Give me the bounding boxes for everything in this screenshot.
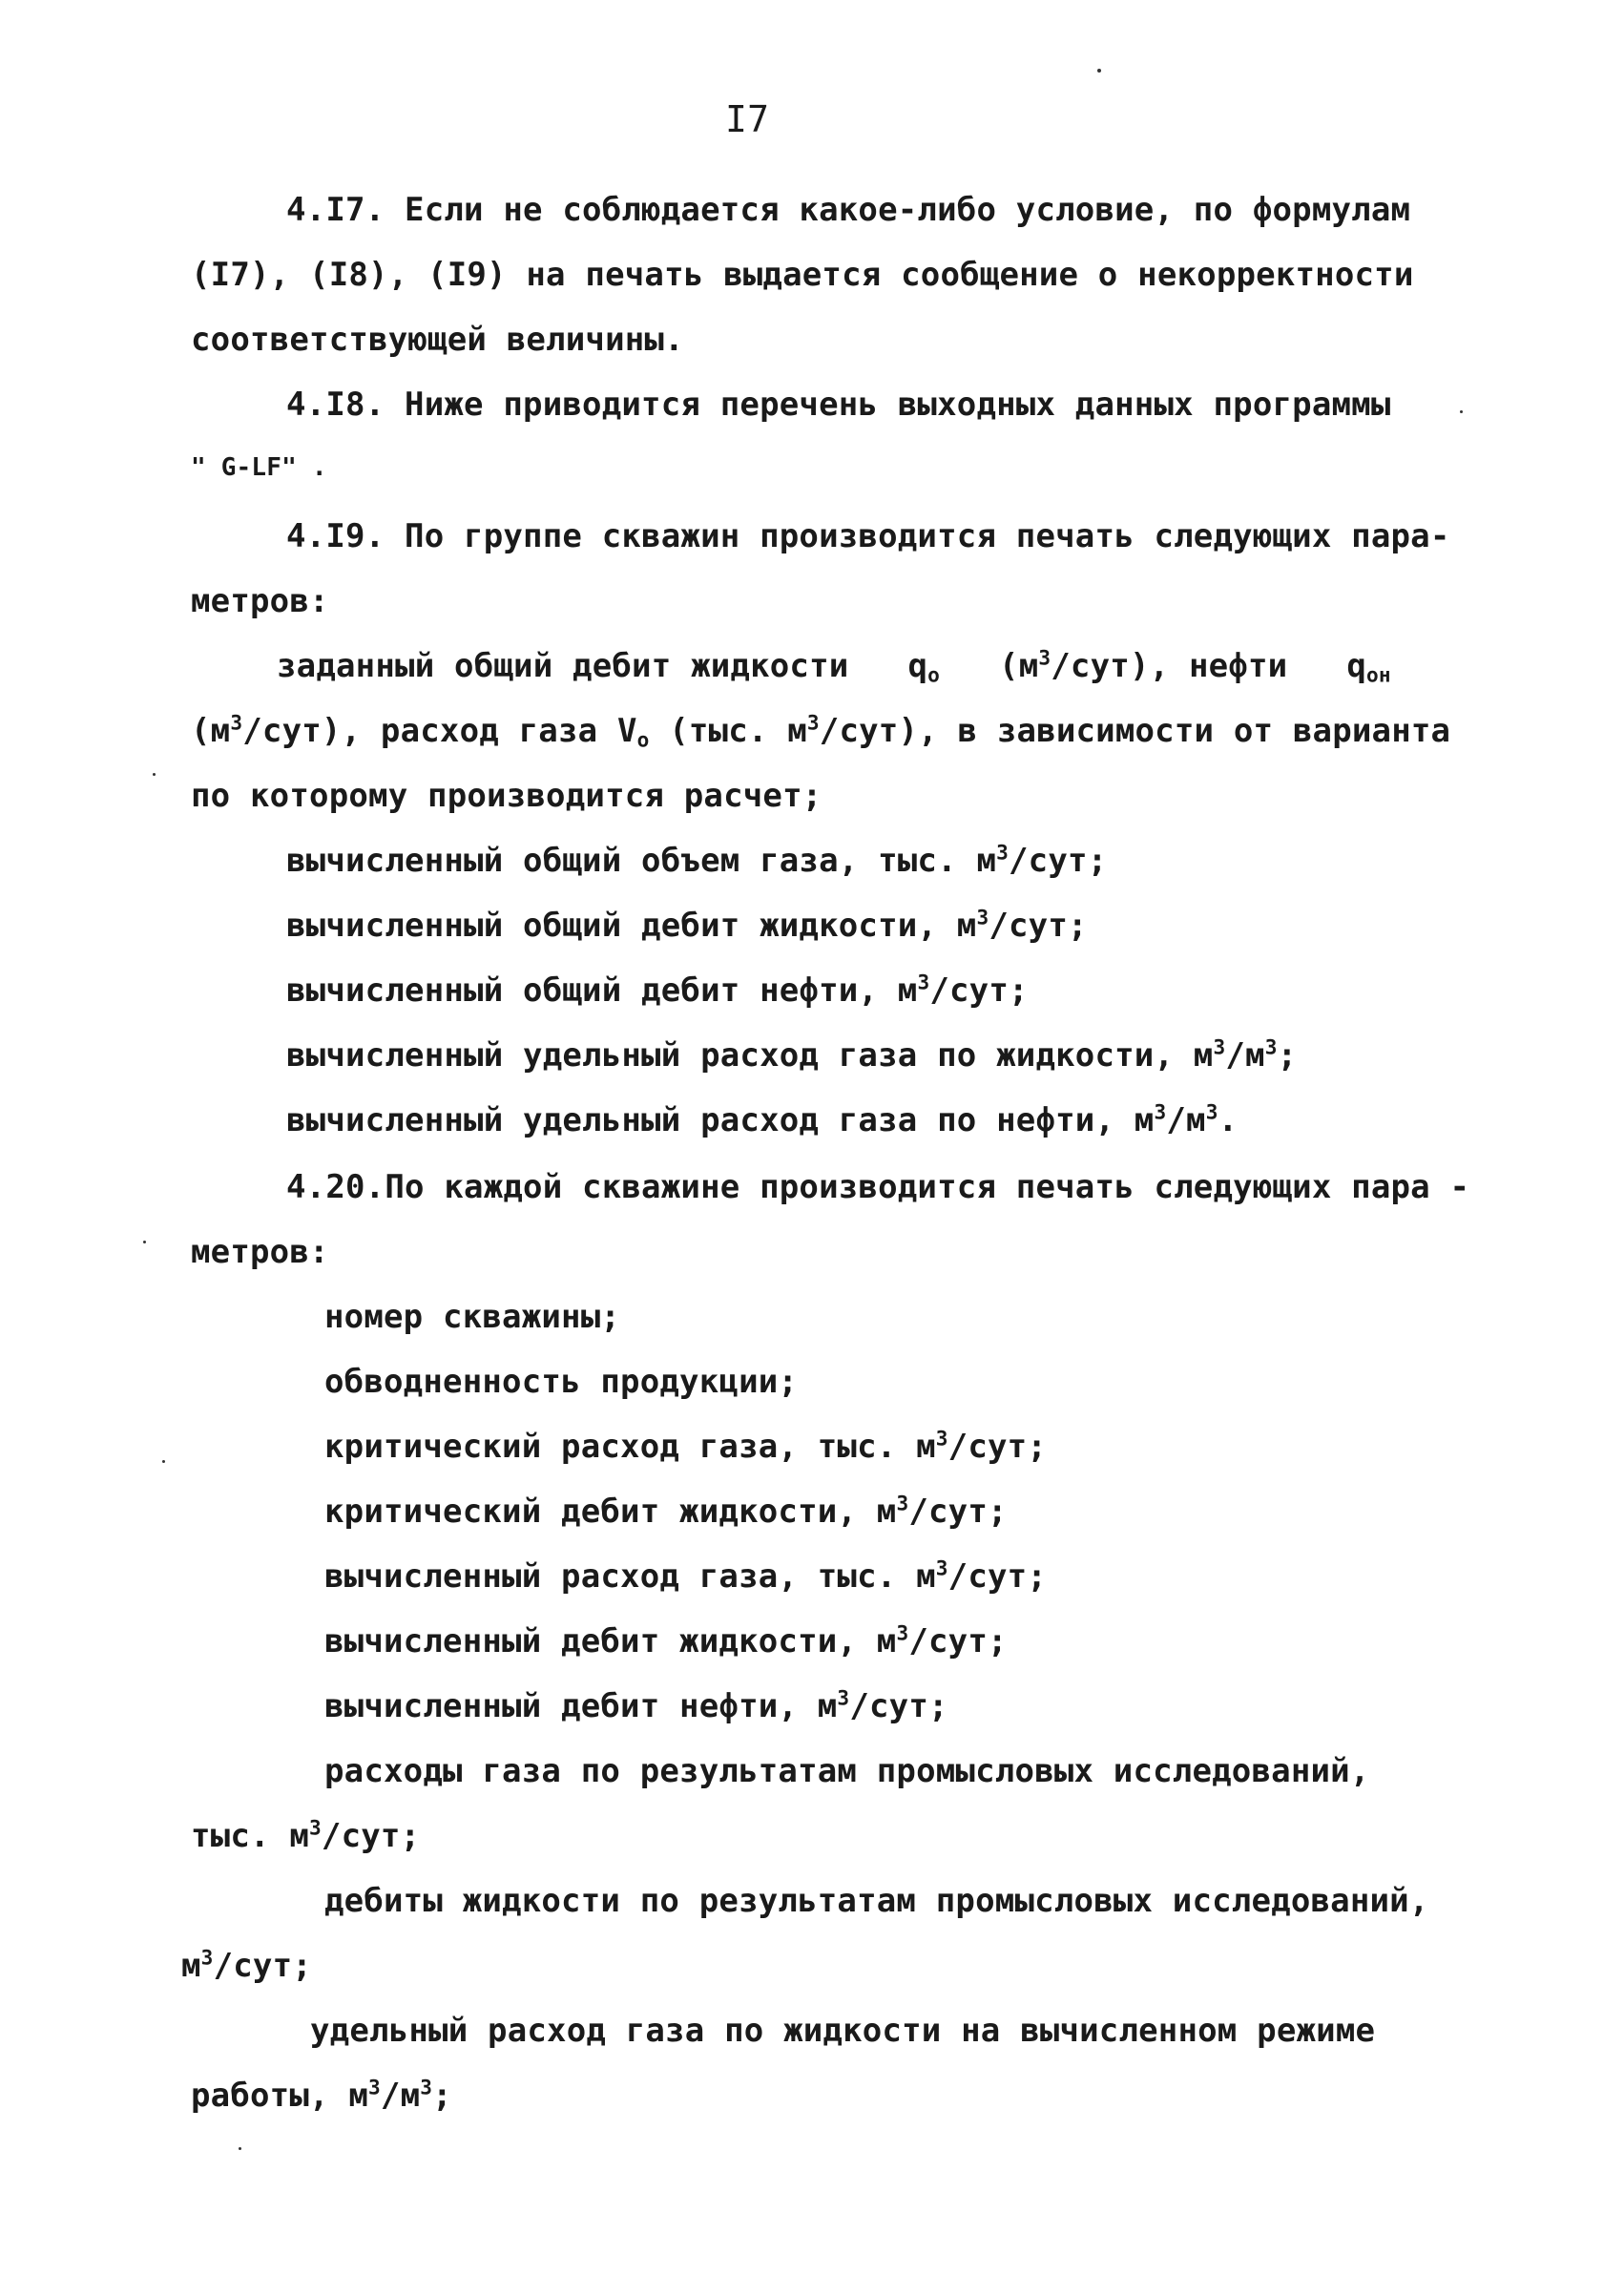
- paragraph-4-17-line-2: (I7), (I8), (I9) на печать выдается сообщение о некорректности: [191, 256, 1414, 294]
- list-item-field-liquid-line-2: [181, 1947, 312, 1985]
- text: (м: [191, 712, 231, 750]
- list-item-water-cut: обводненность продукции;: [324, 1363, 799, 1401]
- exponent: 3: [368, 2075, 381, 2099]
- exponent: 3: [996, 840, 1010, 865]
- list-item-specific-gas-line-2: [191, 2077, 452, 2115]
- text: вычисленный удельный расход газа по жидкости, м: [286, 1036, 1214, 1075]
- text: заданный общий дебит жидкости: [277, 647, 849, 685]
- exponent: 3: [1213, 1034, 1226, 1059]
- text: вычисленный общий объем газа, тыс. м: [286, 842, 997, 880]
- exponent: 3: [896, 1491, 909, 1515]
- list-item-total-liquid-rate: [286, 907, 1088, 945]
- paragraph-4-20-line-2: метров:: [191, 1233, 329, 1271]
- text: работы, м: [191, 2077, 369, 2115]
- text: вычисленный расход газа, тыс. м: [324, 1557, 936, 1596]
- text: ;: [432, 2077, 452, 2115]
- list-item-field-gas-line-2: [191, 1817, 420, 1855]
- exponent: 3: [1205, 1099, 1218, 1124]
- exponent: 3: [230, 710, 243, 735]
- paragraph-4-20-line-1: 4.20.По каждой скважине производится печать следующих пара -: [286, 1168, 1470, 1206]
- scan-speck: [153, 773, 156, 776]
- exponent: 3: [200, 1945, 214, 1970]
- list-item-critical-liquid: [324, 1493, 1008, 1531]
- page-number: I7: [725, 98, 770, 140]
- text: /сут;: [1009, 842, 1108, 880]
- text: вычисленный дебит нефти, м: [324, 1687, 838, 1725]
- list-item-field-gas-line-1: расходы газа по результатам промысловых исследований,: [324, 1752, 1370, 1790]
- text: /сут;: [908, 1622, 1008, 1660]
- exponent: 3: [806, 710, 820, 735]
- text: /м: [1166, 1101, 1206, 1139]
- list-item-specific-gas-oil: [286, 1101, 1238, 1139]
- text: /сут;: [908, 1493, 1008, 1531]
- program-name: " G-LF" .: [191, 453, 327, 482]
- text: вычисленный удельный расход газа по нефти, м: [286, 1101, 1155, 1139]
- paragraph-4-19-line-2: метров:: [191, 582, 329, 620]
- param-line-calculation: по которому производится расчет;: [191, 777, 822, 815]
- exponent: 3: [896, 1620, 909, 1645]
- exponent: 3: [1038, 645, 1051, 670]
- text: /сут;: [929, 971, 1029, 1010]
- text: вычисленный дебит жидкости, м: [324, 1622, 897, 1660]
- symbol-qon-sub: он: [1366, 662, 1391, 687]
- list-item-well-number: номер скважины;: [324, 1298, 621, 1336]
- param-given-liquid-rate: [277, 647, 1391, 685]
- text: /сут), в зависимости от варианта: [819, 712, 1451, 750]
- symbol-qon: q: [1346, 647, 1366, 685]
- exponent: 3: [917, 970, 930, 994]
- text: вычисленный общий дебит жидкости, м: [286, 907, 977, 945]
- symbol-v: V: [616, 712, 637, 750]
- paragraph-4-18-line-1: 4.I8. Ниже приводится перечень выходных данных программы: [286, 386, 1391, 424]
- text: критический расход газа, тыс. м: [324, 1428, 936, 1466]
- text: .: [1218, 1101, 1239, 1139]
- text: /сут;: [321, 1817, 421, 1855]
- text: /сут;: [849, 1687, 948, 1725]
- exponent: 3: [420, 2075, 433, 2099]
- list-item-field-liquid-line-1: дебиты жидкости по результатам промысловых исследований,: [324, 1882, 1429, 1920]
- text: вычисленный общий дебит нефти, м: [286, 971, 918, 1010]
- scan-speck: [162, 1460, 165, 1463]
- symbol-q: q: [907, 647, 928, 685]
- param-oil-gas-rate: [191, 712, 1450, 750]
- list-item-calc-liquid: [324, 1622, 1008, 1660]
- text: тыс. м: [191, 1817, 310, 1855]
- symbol-v-sub: o: [636, 727, 650, 752]
- list-item-specific-gas-liquid: [286, 1036, 1297, 1075]
- text: /сут;: [213, 1947, 312, 1985]
- symbol-q-sub: o: [927, 662, 941, 687]
- list-item-critical-gas: [324, 1428, 1047, 1466]
- text: /сут;: [947, 1557, 1048, 1596]
- scan-speck: [143, 1241, 146, 1243]
- scan-speck: [1097, 69, 1101, 73]
- exponent: 3: [1154, 1099, 1167, 1124]
- text: /м: [380, 2077, 421, 2115]
- text: (м: [999, 647, 1039, 685]
- text: /сут;: [989, 907, 1088, 945]
- text: /сут;: [947, 1428, 1048, 1466]
- text: ;: [1277, 1036, 1298, 1075]
- list-item-calc-gas: [324, 1557, 1047, 1596]
- text: критический дебит жидкости, м: [324, 1493, 897, 1531]
- text: (тыс. м: [669, 712, 807, 750]
- list-item-total-gas-volume: [286, 842, 1107, 880]
- paragraph-4-17-line-3: соответствующей величины.: [191, 321, 684, 359]
- exponent: 3: [935, 1426, 948, 1451]
- exponent: 3: [1264, 1034, 1278, 1059]
- scan-speck: [239, 2147, 241, 2150]
- exponent: 3: [309, 1815, 322, 1840]
- text: м: [181, 1947, 201, 1985]
- text: /сут), нефти: [1051, 647, 1288, 685]
- exponent: 3: [976, 905, 989, 929]
- paragraph-4-17-line-1: 4.I7. Если не соблюдается какое-либо условие, по формулам: [286, 191, 1411, 229]
- text: /сут), расход газа: [242, 712, 598, 750]
- exponent: 3: [935, 1556, 948, 1580]
- exponent: 3: [837, 1685, 850, 1710]
- paragraph-4-19-line-1: 4.I9. По группе скважин производится печать следующих пара-: [286, 517, 1450, 555]
- text: /м: [1225, 1036, 1265, 1075]
- scan-speck: [1460, 410, 1463, 413]
- list-item-specific-gas-line-1: удельный расход газа по жидкости на вычисленном режиме: [310, 2012, 1376, 2050]
- list-item-total-oil-rate: [286, 971, 1029, 1010]
- list-item-calc-oil: [324, 1687, 948, 1725]
